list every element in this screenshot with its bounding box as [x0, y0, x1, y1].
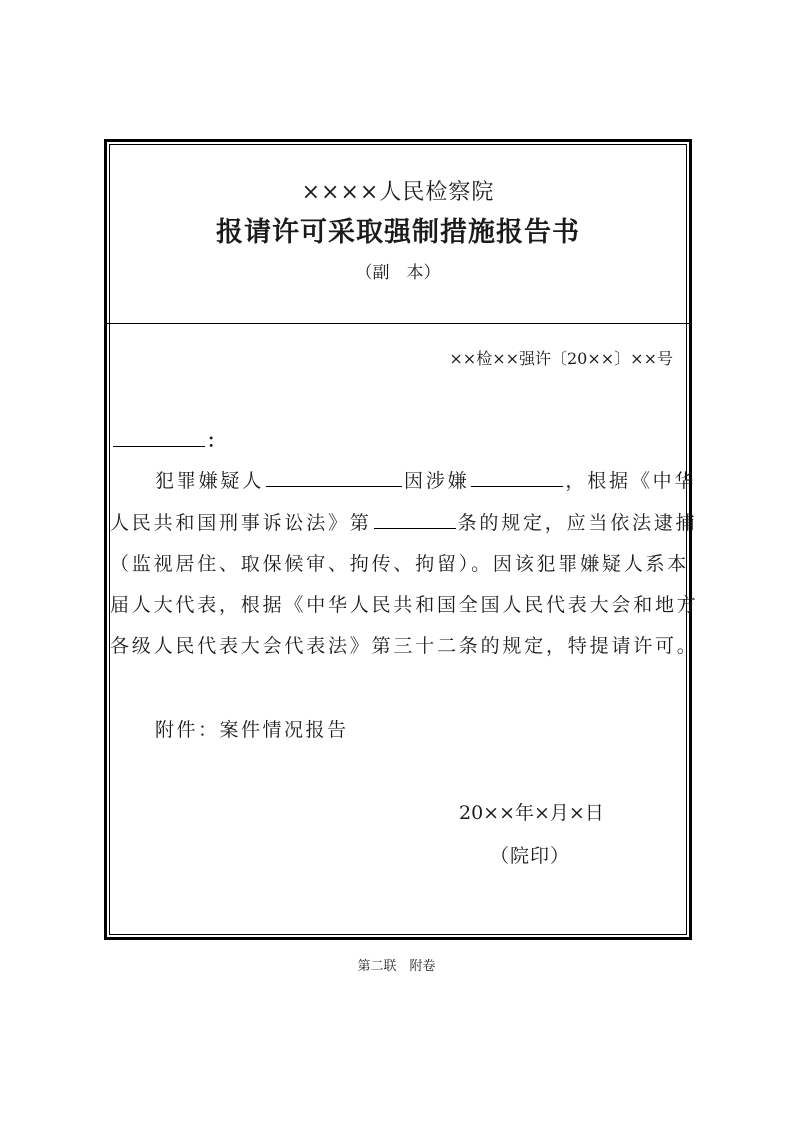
- body-line-3: （监视居住、取保候审、拘传、拘留）。因该犯罪嫌疑人系本: [110, 553, 690, 575]
- suspect-label: 犯罪嫌疑人: [155, 470, 265, 492]
- addressee-line: [111, 427, 225, 453]
- header-divider: [107, 323, 689, 324]
- article-number-blank[interactable]: [374, 510, 456, 529]
- law-name-text: 人民共和国刑事诉讼法》第: [110, 512, 372, 534]
- document-frame: [104, 139, 699, 940]
- body-line-2: [110, 508, 697, 535]
- body-line-4: 届人大代表，根据《中华人民共和国全国人民代表大会和地方: [110, 594, 699, 616]
- addressee-colon: ：: [207, 431, 225, 452]
- suspect-name-blank[interactable]: [266, 468, 402, 487]
- date-line: 20××年×月×日: [459, 802, 604, 824]
- law-reference-start: ，根据《中华: [565, 470, 697, 492]
- addressee-blank[interactable]: [113, 428, 205, 447]
- charge-label: 因涉嫌: [404, 470, 470, 492]
- document-title: 报请许可采取强制措施报告书: [216, 217, 580, 248]
- procuratorate-name: ××××人民检察院: [301, 180, 495, 205]
- attachment-note: 附件：案件情况报告: [155, 719, 349, 741]
- copy-label: （副 本）: [355, 263, 441, 283]
- copy-footer: 第二联 附卷: [357, 959, 436, 974]
- charge-blank[interactable]: [471, 468, 563, 487]
- document-number: ××检××强许〔20××〕××号: [449, 349, 673, 368]
- seal-label: （院印）: [490, 845, 571, 867]
- body-line-5: 各级人民代表大会代表法》第三十二条的规定，特提请许可。: [110, 635, 699, 657]
- arrest-clause-text: 条的规定，应当依法逮捕: [457, 512, 698, 534]
- body-line-1: [155, 466, 696, 493]
